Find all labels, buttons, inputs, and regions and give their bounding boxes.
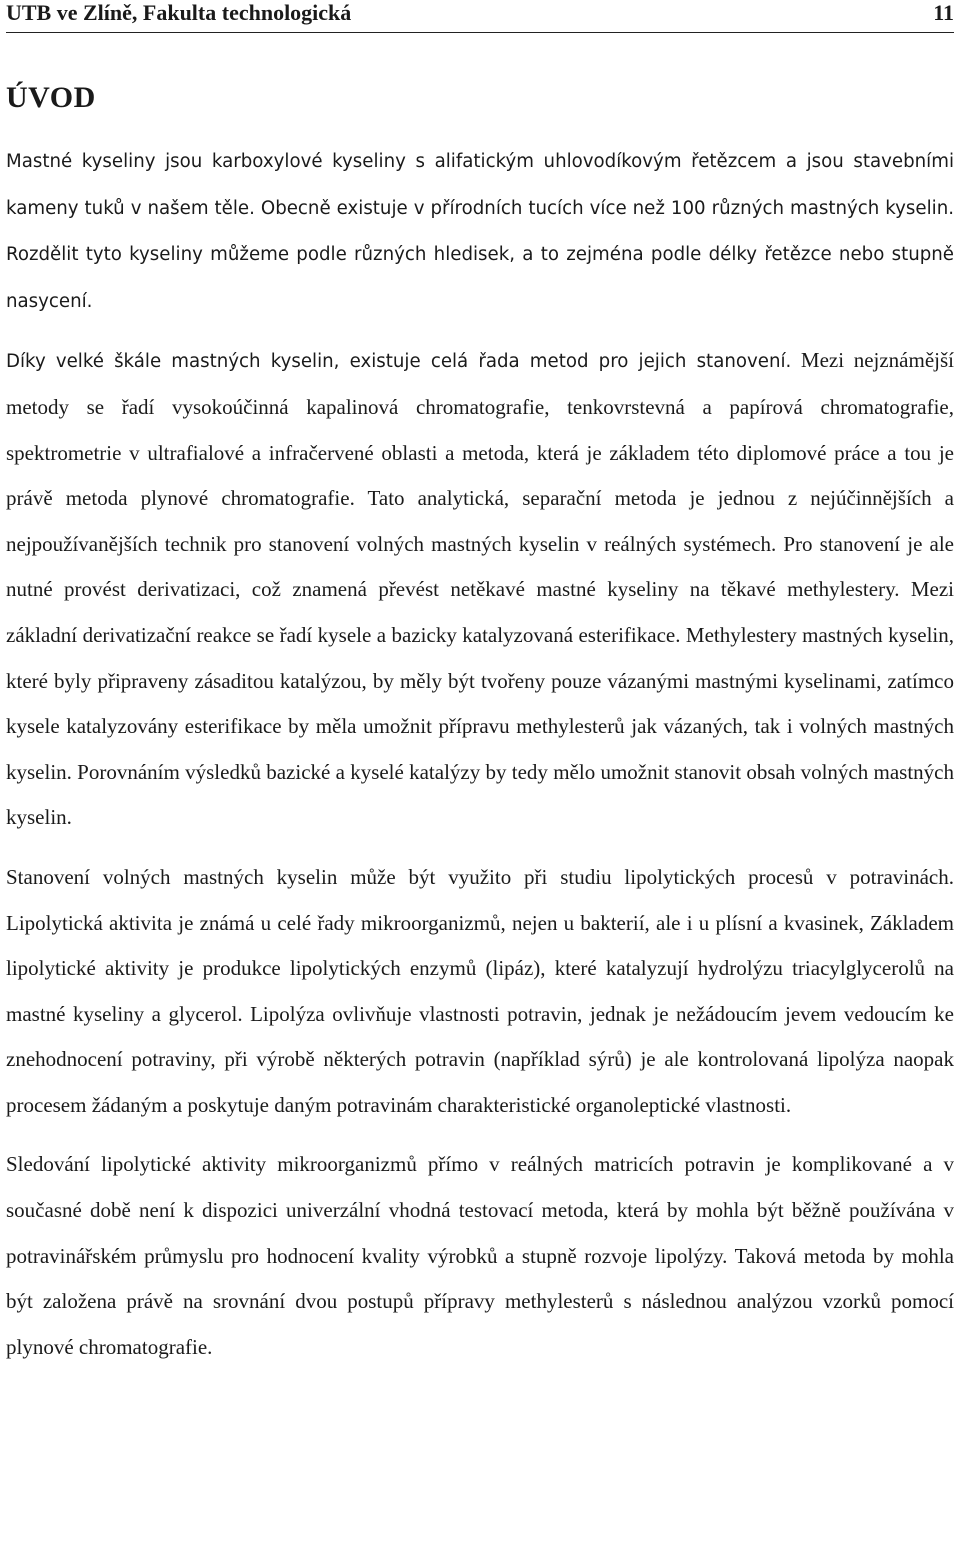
paragraph-2 [6,338,954,841]
chapter-title: ÚVOD [6,81,96,114]
paragraph-1 [6,138,954,324]
header-institution: UTB ve Zlíně, Fakulta technologická [6,0,352,25]
paragraph-3: Stanovení volných mastných kyselin může být využito při studiu lipolytických procesů v potravinách. Lipolytická aktivita je známá u celé řady mikroorganizmů, nejen u bakterií, ale i u plísní a kvasinek, Základem lipolytické aktivity je produkce lipolytických enzymů (lipáz), které katalyzují hydrolýzu triacylglycerolů na mastné kyseliny a glycerol. Lipolýza ovlivňuje vlastnosti potravin, jednak je nežádoucím jevem vedoucím ke znehodnocení potraviny, při výrobě některých potravin (například sýrů) je ale kontrolovaná lipolýza naopak procesem žádaným a poskytuje daným potravinám charakteristické organoleptické vlastnosti. [6,864,954,1117]
paragraph-4: Sledování lipolytické aktivity mikroorganizmů přímo v reálných matricích potravin je komplikované a v současné době není k dispozici univerzální vhodná testovací metoda, která by mohla být běžně používána v potravinářském průmyslu pro hodnocení kvality výrobků a stupně rozvoje lipolýzy. Taková metoda by mohla být založena právě na srovnání dvou postupů přípravy methylesterů s následnou analýzou vzorků pomocí plynové chromatografie. [6,1152,954,1359]
running-header [6,0,954,33]
paragraph-2-part-2: Mezi nejznámější metody se řadí vysokoúčinná kapalinová chromatografie, tenkovrstevná a papírová chromatografie, spektrometrie v ultrafialové a infračervené oblasti a metoda, která je základem této diplomové práce a tou je právě metoda plynové chromatografie. Tato analytická, separační metoda je jednou z nejúčinnějších a nejpoužívanějších technik pro stanovení volných mastných kyselin v reálných systémech. Pro stanovení je ale nutné provést derivatizaci, což znamená převést netěkavé mastné kyseliny na těkavé methylestery. Mezi základní derivatizační reakce se řadí kysele a bazicky katalyzovaná esterifikace. Methylestery mastných kyselin, které byly připraveny zásaditou katalýzou, by měly být tvořeny pouze vázanými mastnými kyselinami, zatímco kysele katalyzovány esterifikace by měla umožnit přípravu methylesterů jak vázaných, tak i volných mastných kyselin. Porovnáním výsledků bazické a kyselé katalýzy by tedy mělo umožnit stanovit obsah volných mastných kyselin. [6,348,954,830]
body-text [6,138,954,1384]
header-page-number: 11 [933,0,954,25]
paragraph-1-part-2: Rozdělit tyto kyseliny můžeme podle různých hledisek, a to zejména podle délky řetězce nebo stupně nasycení. [6,244,954,312]
paragraph-1-part-1: Mastné kyseliny jsou karboxylové kyseliny s alifatickým uhlovodíkovým řetězcem a jsou stavebními kameny tuků v našem těle. Obecně existuje v přírodních tucích více než 100 různých mastných kyselin. [6,151,954,219]
paragraph-2-part-1: Díky velké škále mastných kyselin, existuje celá řada metod pro jejich stanovení. [6,351,792,373]
